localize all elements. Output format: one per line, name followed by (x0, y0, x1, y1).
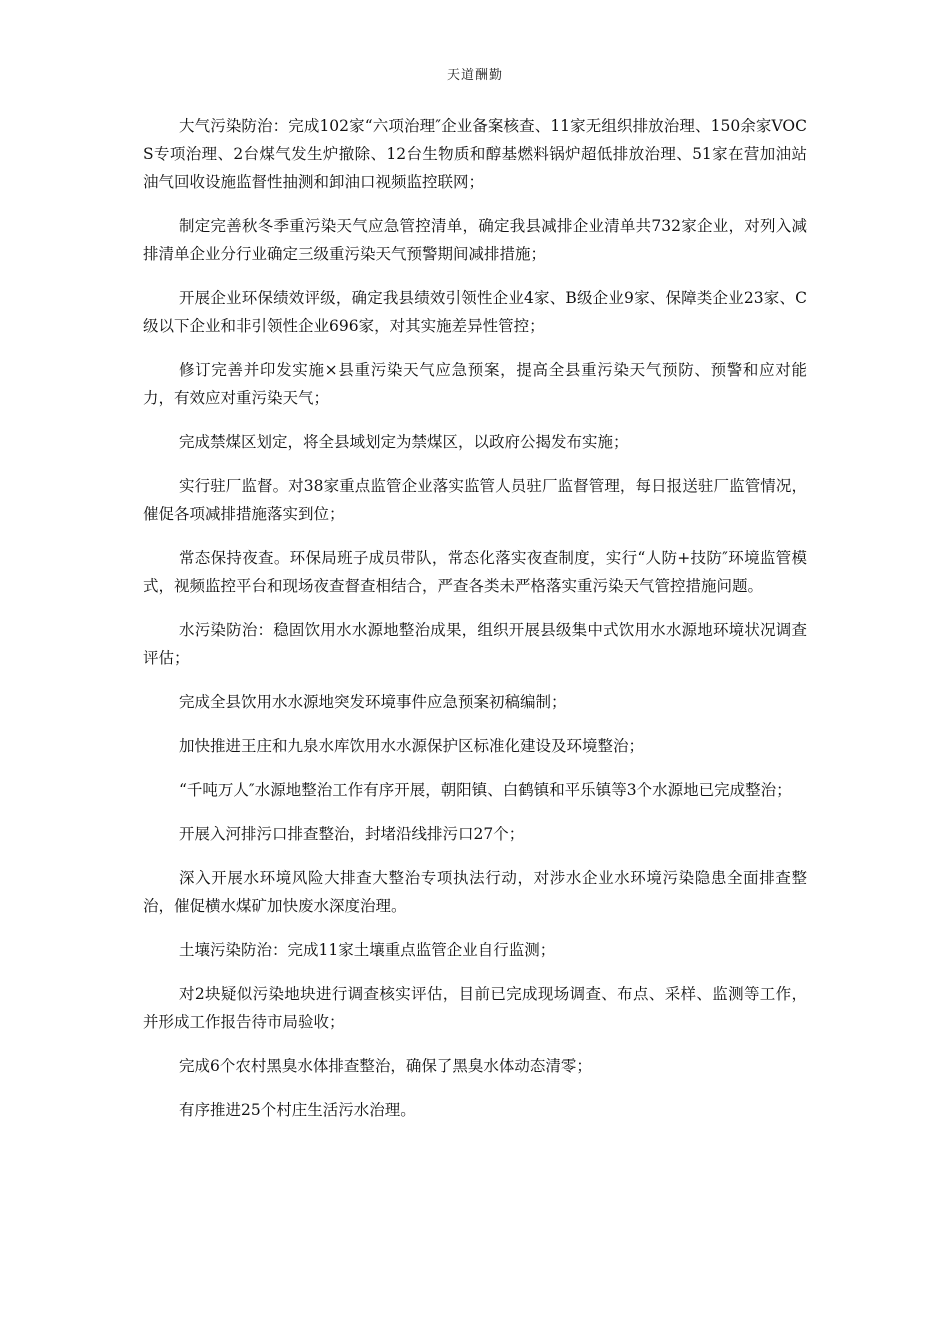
paragraph-air-pollution: 大气污染防治：完成102家“六项治理″企业备案核查、11家无组织排放治理、150余家VOCS专项治理、2台煤气发生炉撤除、12台生物质和醇基燃料锅炉超低排放治理、51家在营加油站油气回收设施监督性抽测和卸油口视频监控联网； (143, 117, 807, 191)
paragraph: 开展企业环保绩效评级，确定我县绩效引领性企业4家、B级企业9家、保障类企业23家、C级以下企业和非引领性企业696家，对其实施差异性管控； (143, 289, 807, 335)
paragraph-soil-pollution: 土壤污染防治：完成11家土壤重点监管企业自行监测； (179, 941, 556, 959)
paragraph: 制定完善秋冬季重污染天气应急管控清单，确定我县减排企业清单共732家企业，对列入减排清单企业分行业确定三级重污染天气预警期间减排措施； (143, 217, 807, 263)
paragraph: 开展入河排污口排查整治，封堵沿线排污口27个； (179, 825, 525, 843)
document-body (143, 112, 807, 1140)
paragraph: 加快推进王庄和九泉水库饮用水水源保护区标准化建设及环境整治； (179, 737, 645, 755)
paragraph: 完成全县饮用水水源地突发环境事件应急预案初稿编制； (179, 693, 567, 711)
paragraph: 深入开展水环境风险大排查大整治专项执法行动，对涉水企业水环境污染隐患全面排查整治，催促横水煤矿加快废水深度治理。 (143, 869, 807, 915)
page-header: 天道酬勤 (446, 68, 503, 83)
paragraph: 完成6个农村黑臭水体排查整治，确保了黑臭水体动态清零； (179, 1057, 592, 1075)
paragraph: 常态保持夜查。环保局班子成员带队，常态化落实夜查制度，实行“人防+技防″环境监管模式，视频监控平台和现场夜查督查相结合，严查各类未严格落实重污染天气管控措施问题。 (143, 549, 807, 595)
paragraph: 修订完善并印发实施×县重污染天气应急预案，提高全县重污染天气预防、预警和应对能力，有效应对重污染天气； (143, 361, 807, 407)
paragraph: “千吨万人″水源地整治工作有序开展，朝阳镇、白鹤镇和平乐镇等3个水源地已完成整治； (179, 781, 792, 799)
paragraph: 有序推进25个村庄生活污水治理。 (179, 1101, 416, 1119)
paragraph-water-pollution: 水污染防治：稳固饮用水水源地整治成果，组织开展县级集中式饮用水水源地环境状况调查评估； (143, 621, 807, 667)
paragraph: 实行驻厂监督。对38家重点监管企业落实监管人员驻厂监督管理，每日报送驻厂监管情况，催促各项减排措施落实到位； (143, 477, 807, 523)
paragraph: 完成禁煤区划定，将全县域划定为禁煤区，以政府公揭发布实施； (179, 433, 629, 451)
paragraph: 对2块疑似污染地块进行调查核实评估，目前已完成现场调查、布点、采样、监测等工作，并形成工作报告待市局验收； (143, 985, 807, 1031)
